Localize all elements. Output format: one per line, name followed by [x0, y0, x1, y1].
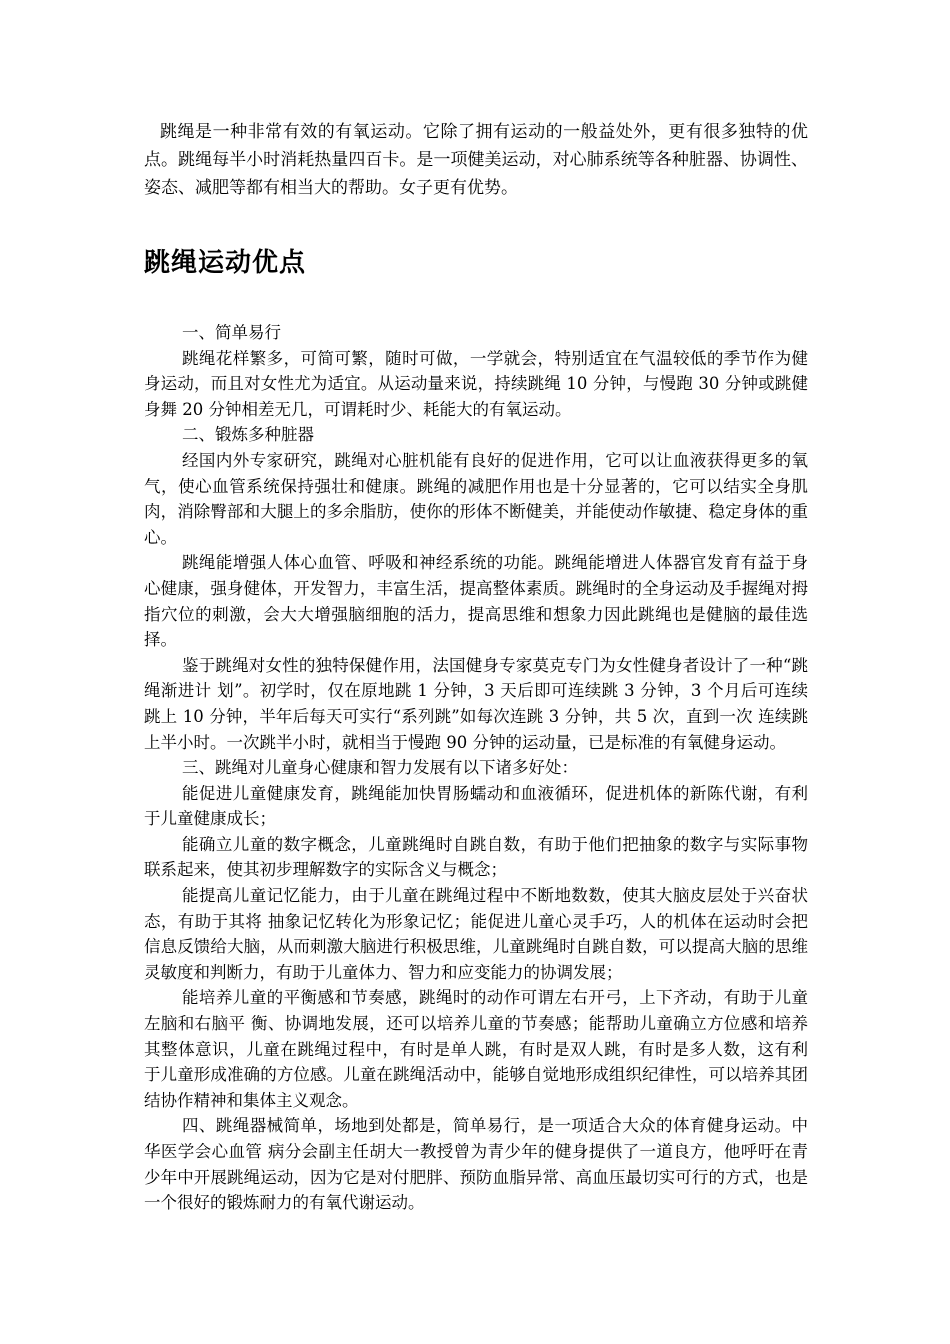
subheading-1: 一、简单易行: [182, 323, 281, 342]
document-page: [144, 118, 808, 1216]
paragraph: 能促进儿童健康发育，跳绳能加快胃肠蠕动和血液循环，促进机体的新陈代谢，有利于儿童健康成长；: [144, 783, 808, 829]
paragraph: 能确立儿童的数字概念，儿童跳绳时自跳自数，有助于他们把抽象的数字与实际事物联系起来，使其初步理解数字的实际含义与概念；: [144, 834, 808, 880]
paragraph: 能提高儿童记忆能力，由于儿童在跳绳过程中不断地数数，使其大脑皮层处于兴奋状态，有助于其将 抽象记忆转化为形象记忆；能促进儿童心灵手巧，人的机体在运动时会把信息反馈给大脑，从而刺激大脑进行积极思维，儿童跳绳时自跳自数，可以提高大脑的思维 灵敏度和判断力，有助于儿童体力、智力和应变能力的协调发展；: [144, 886, 808, 982]
paragraph: 跳绳能增强人体心血管、呼吸和神经系统的功能。跳绳能增进人体器官发育有益于身心健康，强身健体，开发智力，丰富生活，提高整体素质。跳绳时的全身运动及手握绳对拇指穴位的刺激，会大大增强脑细胞的活力，提高思维和想象力因此跳绳也是健脑的最佳选择。: [144, 553, 808, 650]
paragraph: 跳绳花样繁多，可简可繁，随时可做，一学就会，特别适宜在气温较低的季节作为健身运动，而且对女性尤为适宜。从运动量来说，持续跳绳 10 分钟，与慢跑 30 分钟或跳健身舞 20 分钟相差无几，可谓耗时少、耗能大的有氧运动。: [144, 348, 808, 419]
body-text: [144, 320, 808, 1216]
paragraph: 经国内外专家研究，跳绳对心脏机能有良好的促进作用，它可以让血液获得更多的氧气，使心血管系统保持强壮和健康。跳绳的减肥作用也是十分显著的，它可以结实全身肌肉，消除臀部和大腿上的多余脂肪，使你的形体不断健美，并能使动作敏捷、稳定身体的重心。: [144, 450, 808, 547]
paragraph: 鉴于跳绳对女性的独特保健作用，法国健身专家莫克专门为女性健身者设计了一种“跳绳渐进计 划”。初学时，仅在原地跳 1 分钟，3 天后即可连续跳 3 分钟，3 个月后可连续跳上 10 分钟，半年后每天可实行“系列跳”如每次连跳 3 分钟，共 5 次，直到一次 连续跳上半小时。一次跳半小时，就相当于慢跑 90 分钟的运动量，已是标准的有氧健身运动。: [144, 655, 808, 752]
subheading-2: 二、锻炼多种脏器: [182, 425, 314, 445]
subheading-4: 四、跳绳器械简单，场地到处都是，简单易行，是一项适合大众的体育健身运动。中华医学会心血管 病分会副主任胡大一教授曾为青少年的健身提供了一道良方，他呼吁在青少年中开展跳绳运动，因为它是对付肥胖、预防血脂异常、高血压最切实可行的方式，也是 一个很好的锻炼耐力的有氧代谢运动。: [144, 1116, 808, 1213]
paragraph: 能培养儿童的平衡感和节奏感，跳绳时的动作可谓左右开弓，上下齐动，有助于儿童左脑和右脑平 衡、协调地发展，还可以培养儿童的节奏感；能帮助儿童确立方位感和培养其整体意识，儿童在跳绳过程中，有时是单人跳，有时是双人跳，有时是多人数，这有利 于儿童形成准确的方位感。儿童在跳绳活动中，能够自觉地形成组织纪律性，可以培养其团结协作精神和集体主义观念。: [144, 988, 808, 1110]
section-heading: 跳绳运动优点: [144, 248, 307, 278]
intro-paragraph: 跳绳是一种非常有效的有氧运动。它除了拥有运动的一般益处外，更有很多独特的优点。跳绳每半小时消耗热量四百卡。是一项健美运动，对心肺系统等各种脏器、协调性、姿态、减肥等都有相当大的帮助。女子更有优势。: [144, 122, 808, 198]
subheading-3: 三、跳绳对儿童身心健康和智力发展有以下诸多好处：: [182, 758, 578, 778]
